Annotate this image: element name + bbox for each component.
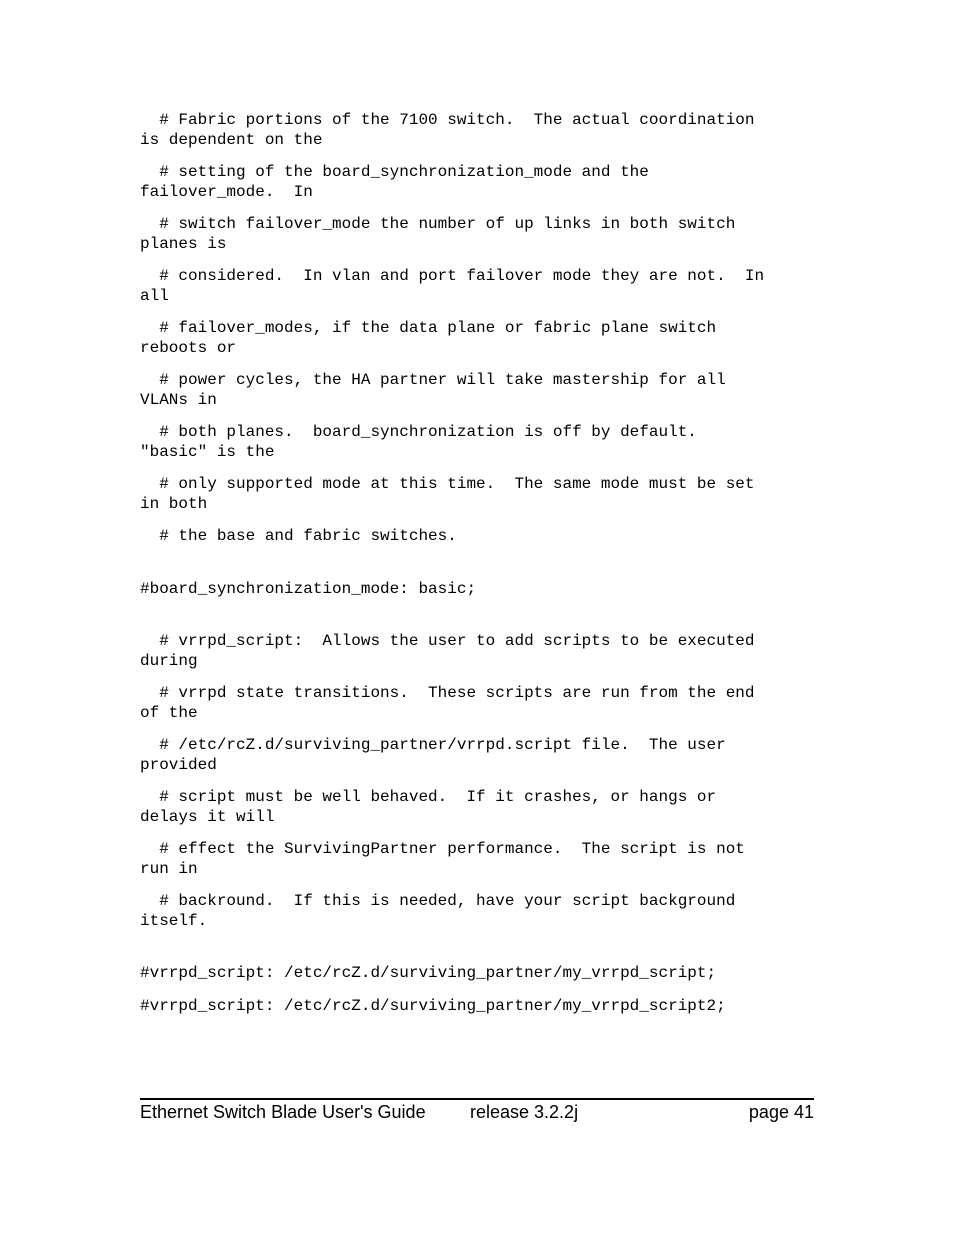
comment-line: # switch failover_mode the number of up links in both switch planes is — [140, 215, 736, 253]
footer-release: release 3.2.2j — [470, 1102, 579, 1122]
comment-line: # script must be well behaved. If it crashes, or hangs or delays it will — [140, 788, 717, 826]
footer-page-number: page 41 — [748, 1102, 814, 1122]
config-setting-line: #vrrpd_script: /etc/rcZ.d/surviving_partner/my_vrrpd_script; — [140, 964, 717, 982]
config-setting-line: #vrrpd_script: /etc/rcZ.d/surviving_partner/my_vrrpd_script2; — [140, 996, 726, 1015]
comment-line: # failover_modes, if the data plane or fabric plane switch reboots or — [140, 319, 717, 357]
comment-line: # vrrpd state transitions. These scripts are run from the end of the — [140, 684, 755, 722]
comment-line: # the base and fabric switches. — [140, 527, 457, 545]
comment-line: # power cycles, the HA partner will take mastership for all VLANs in — [140, 371, 726, 409]
config-setting-line: #board_synchronization_mode: basic; — [140, 579, 477, 598]
comment-line: # /etc/rcZ.d/surviving_partner/vrrpd.script file. The user provided — [140, 736, 726, 774]
comment-line: # setting of the board_synchronization_mode and the failover_mode. In — [140, 163, 649, 201]
footer-document-title: Ethernet Switch Blade User's Guide — [140, 1102, 426, 1122]
comment-line: # backround. If this is needed, have your script background itself. — [140, 892, 736, 930]
page-footer — [140, 1098, 814, 1128]
comment-line: # considered. In vlan and port failover mode they are not. In all — [140, 267, 765, 305]
comment-line: # both planes. board_synchronization is off by default. "basic" is the — [140, 423, 697, 461]
comment-line: # Fabric portions of the 7100 switch. The actual coordination is dependent on the — [140, 111, 755, 149]
comment-line: # only supported mode at this time. The same mode must be set in both — [140, 475, 755, 513]
comment-line: # vrrpd_script: Allows the user to add scripts to be executed during — [140, 632, 755, 670]
config-text-body — [140, 111, 815, 1029]
comment-line: # effect the SurvivingPartner performance. The script is not run in — [140, 840, 745, 878]
